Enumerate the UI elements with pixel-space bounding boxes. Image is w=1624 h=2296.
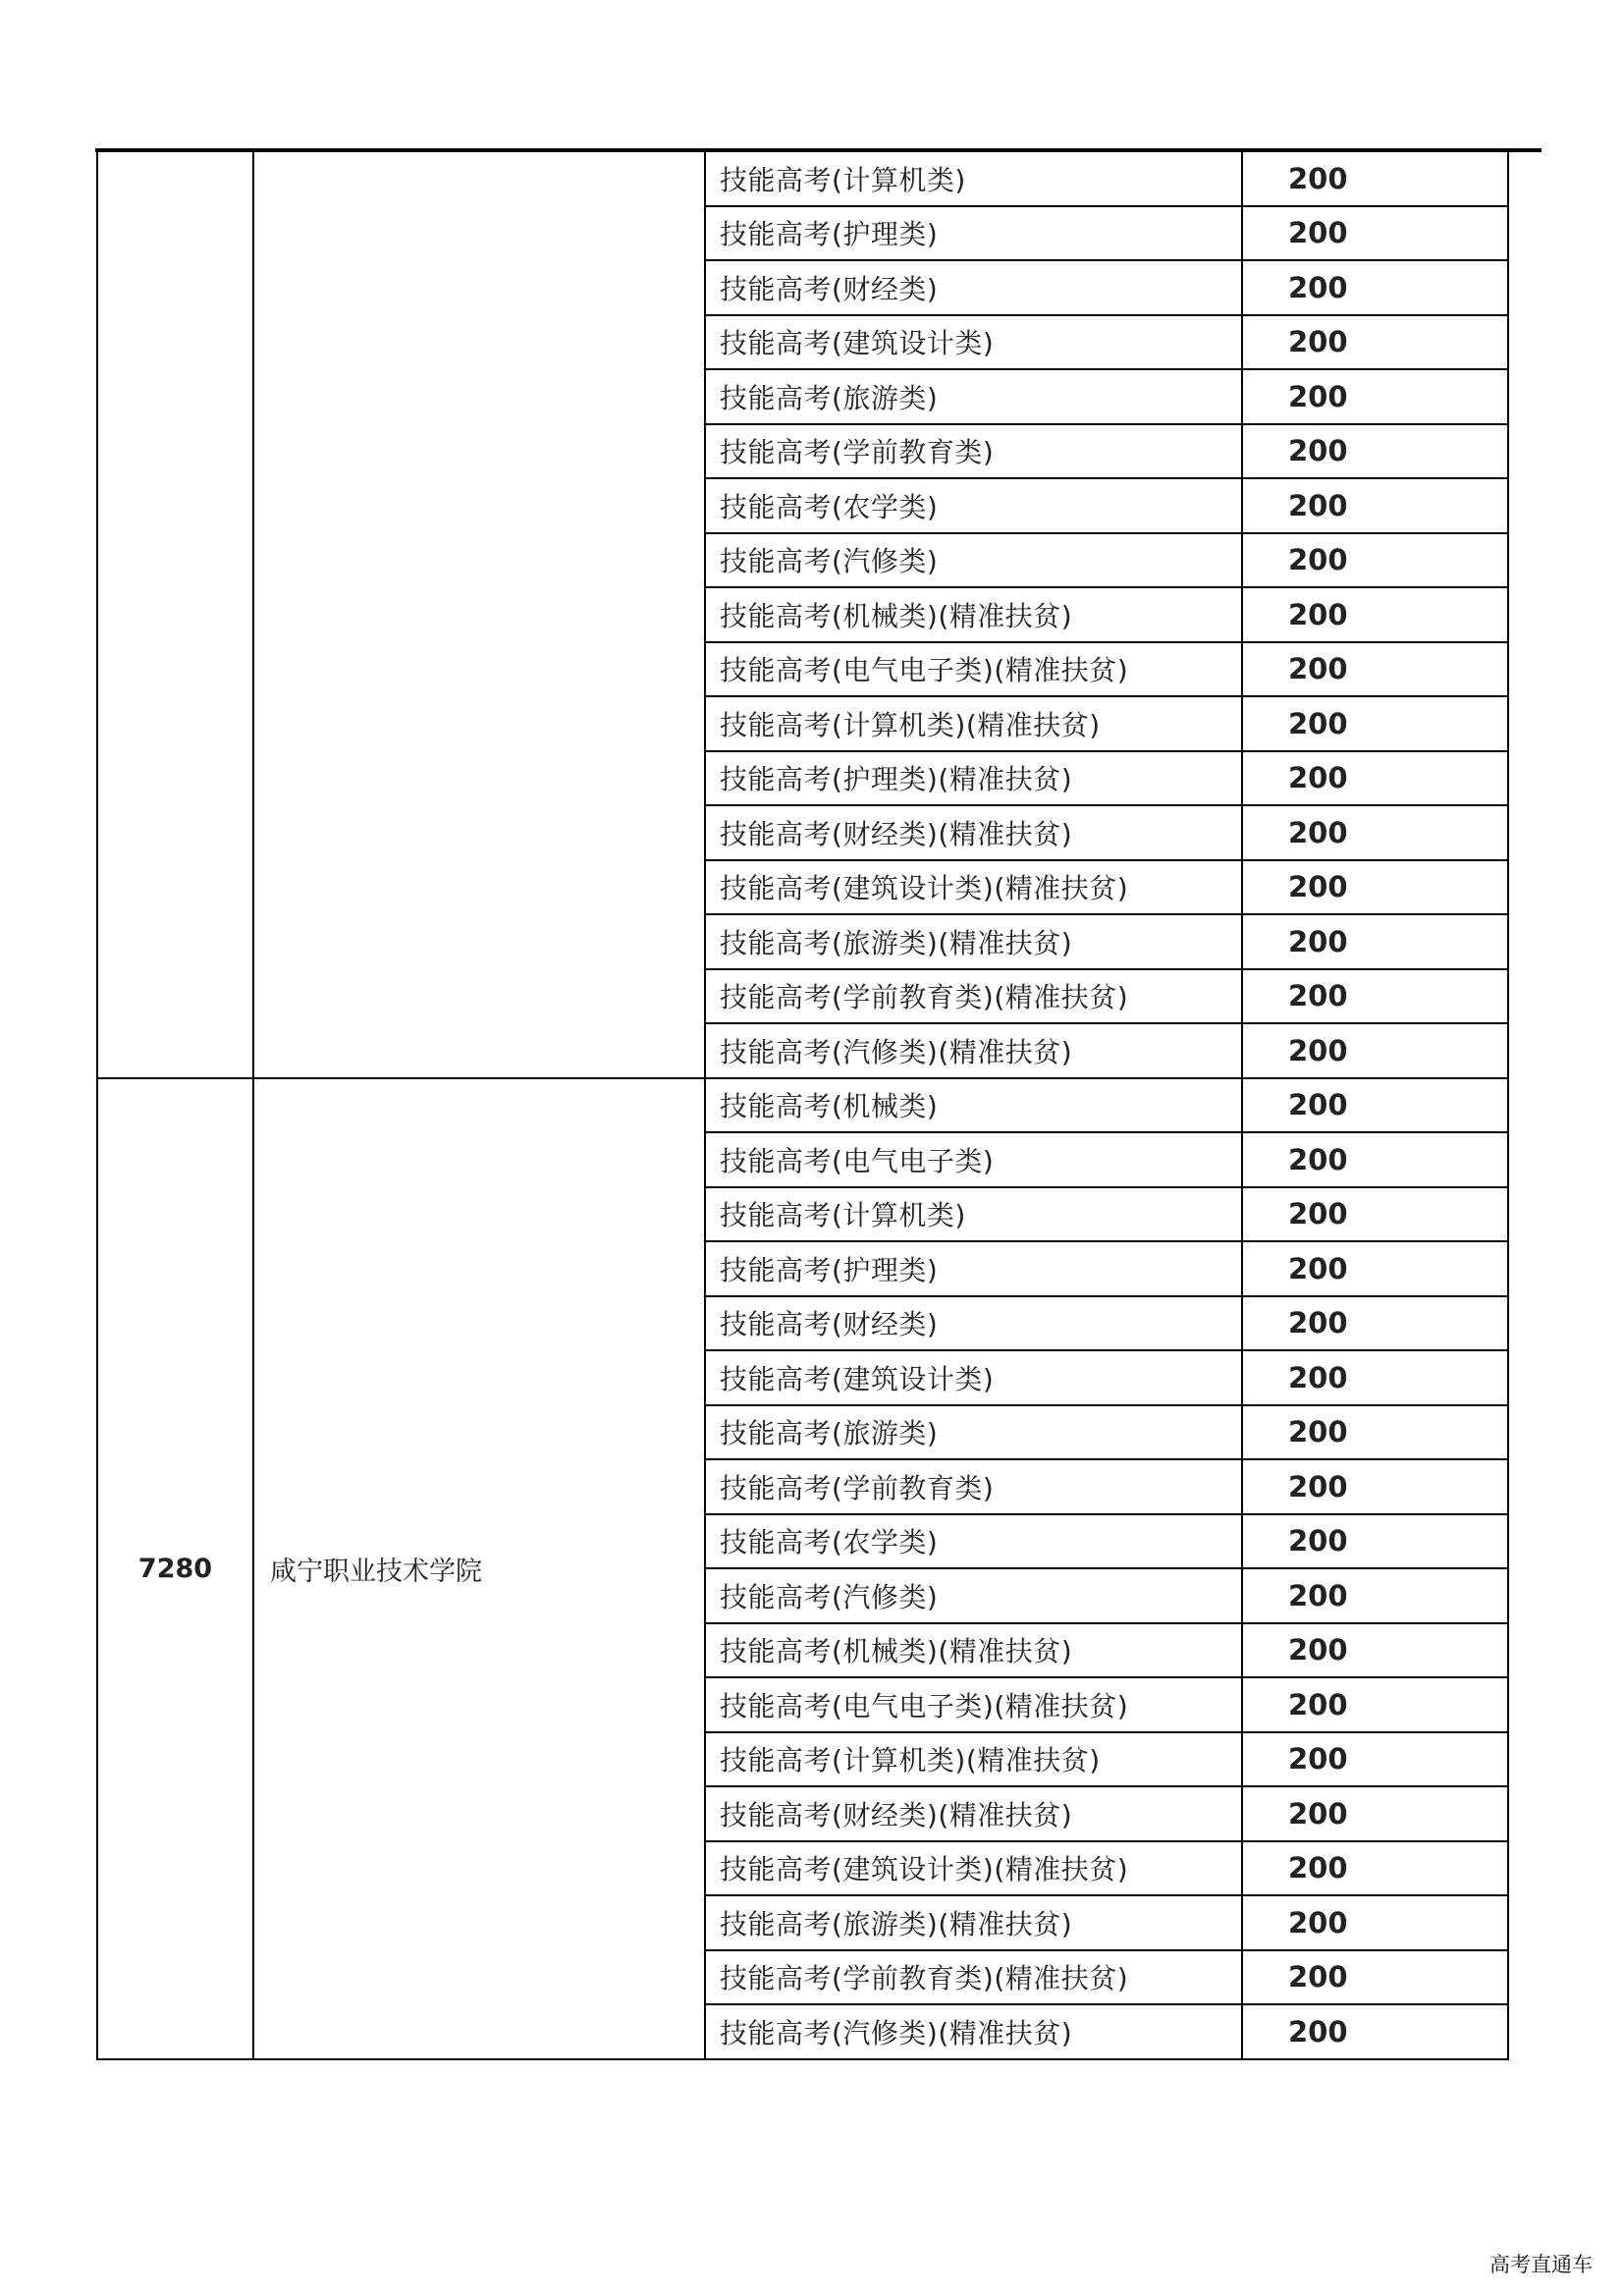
major-cell: 技能高考(财经类)(精准扶贫)	[705, 1786, 1242, 1841]
major-cell: 技能高考(电气电子类)(精准扶贫)	[705, 1677, 1242, 1732]
score-cell: 200	[1242, 1405, 1508, 1460]
major-cell: 技能高考(电气电子类)	[705, 1132, 1242, 1187]
score-cell: 200	[1242, 369, 1508, 424]
major-cell: 技能高考(汽修类)(精准扶贫)	[705, 2004, 1242, 2059]
major-cell: 技能高考(计算机类)	[705, 1187, 1242, 1242]
major-cell: 技能高考(旅游类)(精准扶贫)	[705, 1895, 1242, 1950]
school-code-cell: 7280	[97, 1078, 253, 2059]
score-cell: 200	[1242, 1459, 1508, 1514]
major-cell: 技能高考(计算机类)(精准扶贫)	[705, 696, 1242, 751]
major-cell: 技能高考(汽修类)(精准扶贫)	[705, 1023, 1242, 1078]
score-cell: 200	[1242, 1296, 1508, 1351]
score-cell: 200	[1242, 1132, 1508, 1187]
score-cell: 200	[1242, 1350, 1508, 1405]
major-cell: 技能高考(旅游类)	[705, 369, 1242, 424]
score-cell: 200	[1242, 1623, 1508, 1678]
score-cell: 200	[1242, 1241, 1508, 1296]
score-cell: 200	[1242, 1514, 1508, 1569]
major-cell: 技能高考(农学类)	[705, 478, 1242, 533]
major-cell: 技能高考(汽修类)	[705, 533, 1242, 588]
major-cell: 技能高考(电气电子类)(精准扶贫)	[705, 642, 1242, 697]
score-cell: 200	[1242, 260, 1508, 315]
major-cell: 技能高考(机械类)	[705, 1078, 1242, 1133]
score-cell: 200	[1242, 1786, 1508, 1841]
major-cell: 技能高考(汽修类)	[705, 1568, 1242, 1623]
score-cell: 200	[1242, 969, 1508, 1024]
score-cell: 200	[1242, 805, 1508, 860]
major-cell: 技能高考(机械类)(精准扶贫)	[705, 587, 1242, 642]
score-cell: 200	[1242, 1950, 1508, 2005]
watermark: 高考直通车	[1489, 2253, 1593, 2276]
major-cell: 技能高考(护理类)(精准扶贫)	[705, 751, 1242, 806]
score-cell: 200	[1242, 315, 1508, 370]
score-cell: 200	[1242, 860, 1508, 915]
score-cell: 200	[1242, 587, 1508, 642]
major-cell: 技能高考(财经类)(精准扶贫)	[705, 805, 1242, 860]
score-cell: 200	[1242, 642, 1508, 697]
major-cell: 技能高考(学前教育类)(精准扶贫)	[705, 1950, 1242, 2005]
score-cell: 200	[1242, 478, 1508, 533]
score-cell: 200	[1242, 1078, 1508, 1133]
major-cell: 技能高考(机械类)(精准扶贫)	[705, 1623, 1242, 1678]
major-cell: 技能高考(学前教育类)	[705, 424, 1242, 479]
major-cell: 技能高考(建筑设计类)(精准扶贫)	[705, 860, 1242, 915]
major-cell: 技能高考(计算机类)	[705, 151, 1242, 206]
score-cell: 200	[1242, 696, 1508, 751]
major-cell: 技能高考(学前教育类)	[705, 1459, 1242, 1514]
score-cell: 200	[1242, 1677, 1508, 1732]
major-cell: 技能高考(旅游类)	[705, 1405, 1242, 1460]
score-cell: 200	[1242, 206, 1508, 261]
table-row	[97, 151, 1508, 206]
table-row	[97, 1078, 1508, 1133]
major-cell: 技能高考(农学类)	[705, 1514, 1242, 1569]
score-cell: 200	[1242, 1187, 1508, 1242]
major-cell: 技能高考(建筑设计类)	[705, 1350, 1242, 1405]
score-cell: 200	[1242, 1841, 1508, 1896]
score-cell: 200	[1242, 751, 1508, 806]
major-cell: 技能高考(护理类)	[705, 1241, 1242, 1296]
school-code-cell	[97, 151, 253, 1078]
score-cell: 200	[1242, 1023, 1508, 1078]
major-cell: 技能高考(计算机类)(精准扶贫)	[705, 1732, 1242, 1787]
score-cell: 200	[1242, 424, 1508, 479]
major-cell: 技能高考(财经类)	[705, 260, 1242, 315]
score-cell: 200	[1242, 1568, 1508, 1623]
major-cell: 技能高考(建筑设计类)(精准扶贫)	[705, 1841, 1242, 1896]
admission-score-table	[96, 150, 1509, 2060]
score-cell: 200	[1242, 1732, 1508, 1787]
score-cell: 200	[1242, 2004, 1508, 2059]
school-name-cell	[253, 151, 705, 1078]
major-cell: 技能高考(建筑设计类)	[705, 315, 1242, 370]
major-cell: 技能高考(财经类)	[705, 1296, 1242, 1351]
major-cell: 技能高考(旅游类)(精准扶贫)	[705, 914, 1242, 969]
score-cell: 200	[1242, 914, 1508, 969]
table-body	[97, 151, 1508, 2059]
major-cell: 技能高考(护理类)	[705, 206, 1242, 261]
score-cell: 200	[1242, 151, 1508, 206]
score-cell: 200	[1242, 533, 1508, 588]
school-name-cell: 咸宁职业技术学院	[253, 1078, 705, 2059]
major-cell: 技能高考(学前教育类)(精准扶贫)	[705, 969, 1242, 1024]
score-cell: 200	[1242, 1895, 1508, 1950]
